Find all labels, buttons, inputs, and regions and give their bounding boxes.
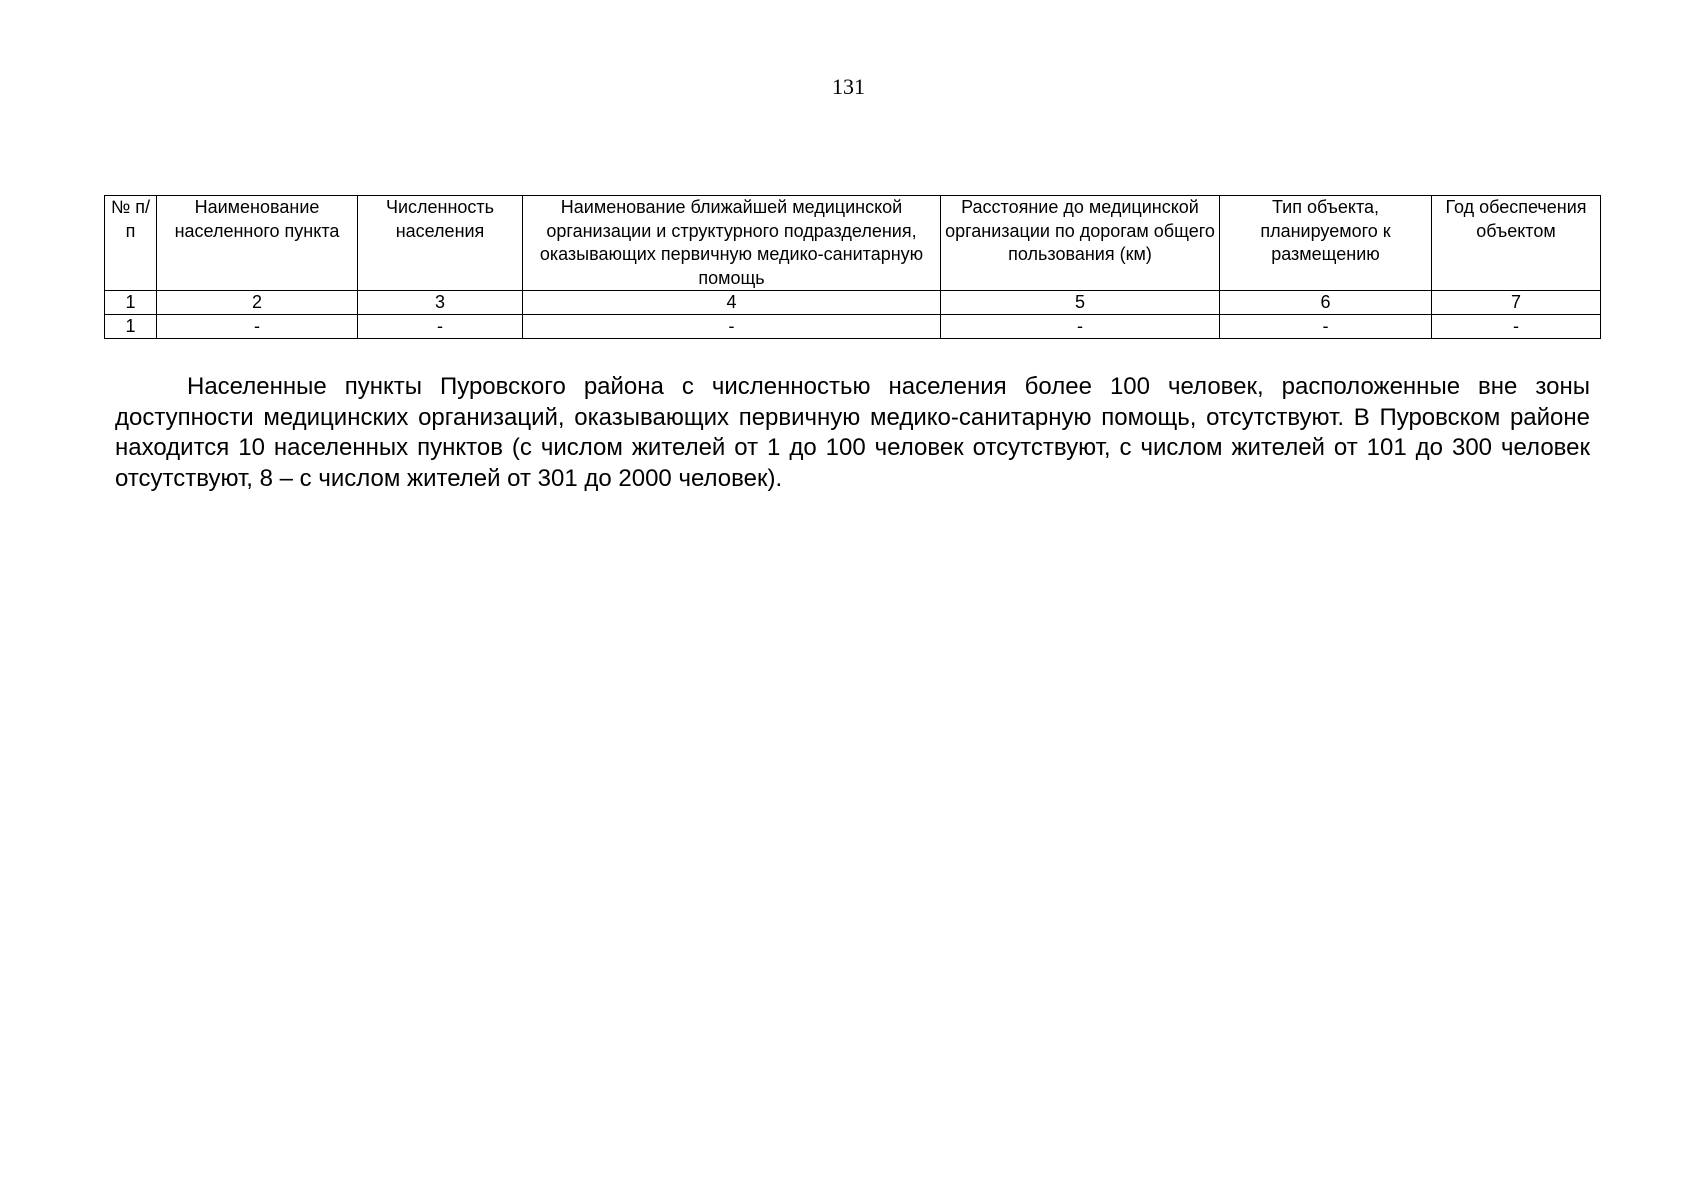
header-cell-number: № п/п (105, 196, 157, 291)
table-cell: 1 (105, 315, 157, 339)
table-cell: - (358, 315, 523, 339)
header-cell-object-type: Тип объекта, планируемого к размещению (1220, 196, 1432, 291)
column-number-cell: 4 (523, 291, 941, 315)
table-cell: - (1220, 315, 1432, 339)
table-header-row (105, 196, 1601, 291)
column-number-cell: 6 (1220, 291, 1432, 315)
body-paragraph: Населенные пункты Пуровского района с численностью населения более 100 человек, расположенные вне зоны доступности медицинских организаций, оказывающих первичную медико-санитарную помощь, отсутствуют. В Пуровском районе находится 10 населенных пунктов (с числом жителей от 1 до 100 человек отсутствуют, с числом жителей от 101 до 300 человек отсутствуют, 8 – с числом жителей от 301 до 2000 человек). (115, 373, 1590, 492)
table-cell: - (1432, 315, 1601, 339)
table-cell: - (523, 315, 941, 339)
column-number-cell: 5 (941, 291, 1220, 315)
medical-organizations-table (104, 195, 1601, 339)
header-cell-medical-organization: Наименование ближайшей медицинской организации и структурного подразделения, оказывающих первичную медико-санитарную помощь (523, 196, 941, 291)
medical-organizations-table-wrapper (104, 195, 1600, 339)
table-column-numbers-row (105, 291, 1601, 315)
column-number-cell: 2 (157, 291, 358, 315)
header-cell-distance: Расстояние до медицинской организации по дорогам общего пользования (км) (941, 196, 1220, 291)
table-row (105, 315, 1601, 339)
header-cell-year: Год обеспечения объектом (1432, 196, 1601, 291)
table-cell: - (941, 315, 1220, 339)
column-number-cell: 7 (1432, 291, 1601, 315)
table-cell: - (157, 315, 358, 339)
page-number: 131 (832, 74, 865, 99)
column-number-cell: 1 (105, 291, 157, 315)
header-cell-population: Численность населения (358, 196, 523, 291)
column-number-cell: 3 (358, 291, 523, 315)
header-cell-settlement-name: Наименование населенного пункта (157, 196, 358, 291)
